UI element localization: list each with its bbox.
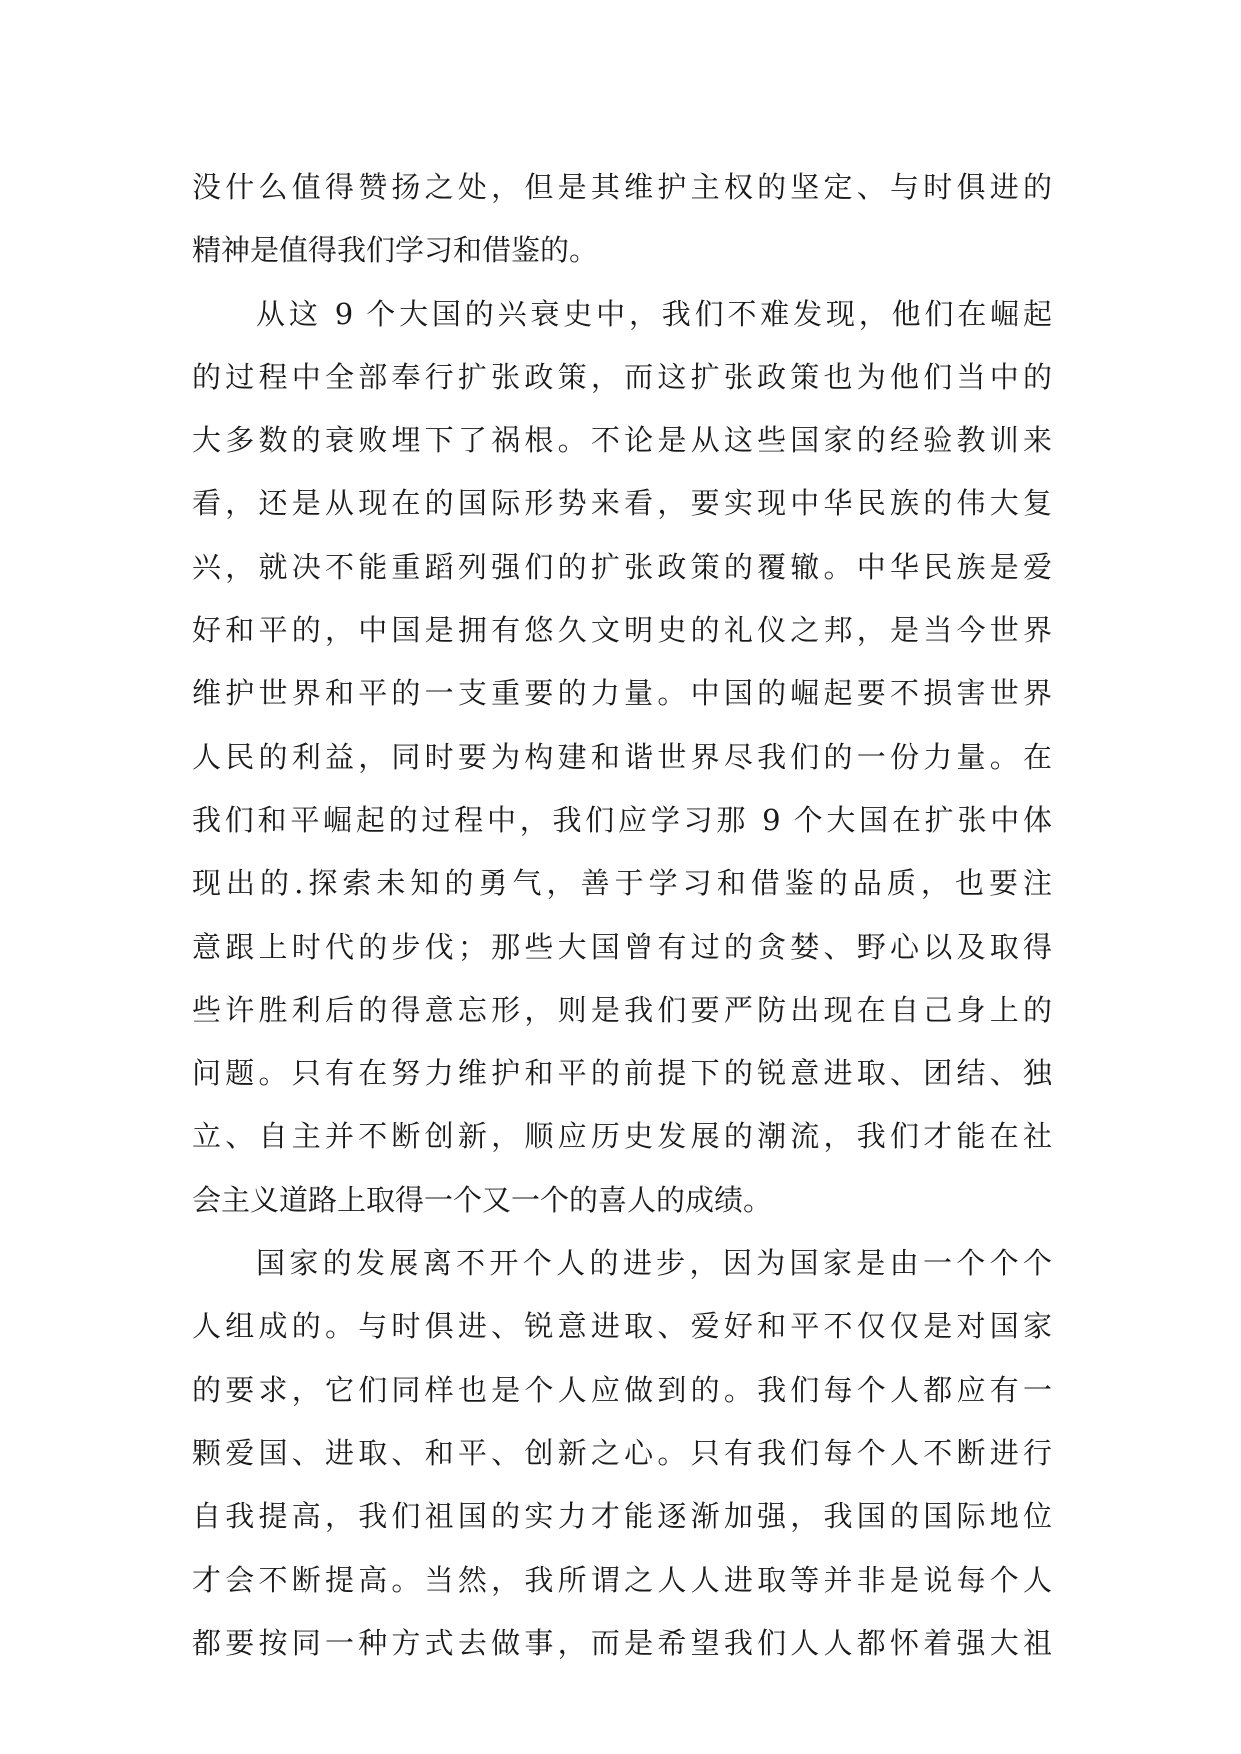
text-line: 才会不断提高。当然，我所谓之人人进取等并非是说每个人 (192, 1562, 1052, 1597)
text-line: 没什么值得赞扬之处，但是其维护主权的坚定、与时俱进的 (192, 170, 1052, 204)
text-line: 自我提高，我们祖国的实力才能逐渐加强，我国的国际地位 (192, 1499, 1052, 1534)
text-line: 看，还是从现在的国际形势来看，要实现中华民族的伟大复 (192, 486, 1052, 521)
text-line: 人组成的。与时俱进、锐意进取、爱好和平不仅仅是对国家 (192, 1309, 1052, 1344)
text-line: 维护世界和平的一支重要的力量。中国的崛起要不损害世界 (192, 676, 1052, 711)
text-line: 人民的利益，同时要为构建和谐世界尽我们的一份力量。在 (192, 739, 1052, 774)
paragraph-first-line: 国家的发展离不开个人的进步，因为国家是由一个个个 (256, 1246, 1052, 1281)
text-line: 现出的.探索未知的勇气，善于学习和借鉴的品质，也要注 (192, 866, 1052, 901)
text-line: 都要按同一种方式去做事，而是希望我们人人都怀着强大祖 (192, 1625, 1052, 1660)
text-line: 的过程中全部奉行扩张政策，而这扩张政策也为他们当中的 (192, 359, 1052, 394)
text-line: 好和平的，中国是拥有悠久文明史的礼仪之邦，是当今世界 (192, 613, 1052, 648)
text-line: 精神是值得我们学习和借鉴的。 (192, 233, 599, 268)
text-line: 些许胜利后的得意忘形，则是我们要严防出现在自己身上的 (192, 992, 1052, 1027)
text-line: 立、自主并不断创新，顺应历史发展的潮流，我们才能在社 (192, 1119, 1052, 1154)
paragraph-first-line: 从这 9 个大国的兴衰史中，我们不难发现，他们在崛起 (256, 296, 1052, 331)
body-text (192, 156, 1052, 1675)
text-line: 我们和平崛起的过程中，我们应学习那 9 个大国在扩张中体 (192, 802, 1052, 837)
text-line: 会主义道路上取得一个又一个的喜人的成绩。 (192, 1182, 773, 1217)
text-line: 颗爱国、进取、和平、创新之心。只有我们每个人不断进行 (192, 1435, 1052, 1470)
text-line: 意跟上时代的步伐；那些大国曾有过的贪婪、野心以及取得 (192, 929, 1052, 964)
text-line: 兴，就决不能重蹈列强们的扩张政策的覆辙。中华民族是爱 (192, 549, 1052, 584)
text-line: 的要求，它们同样也是个人应做到的。我们每个人都应有一 (192, 1372, 1052, 1407)
text-line: 大多数的衰败埋下了祸根。不论是从这些国家的经验教训来 (192, 423, 1052, 458)
text-line: 问题。只有在努力维护和平的前提下的锐意进取、团结、独 (192, 1056, 1052, 1091)
